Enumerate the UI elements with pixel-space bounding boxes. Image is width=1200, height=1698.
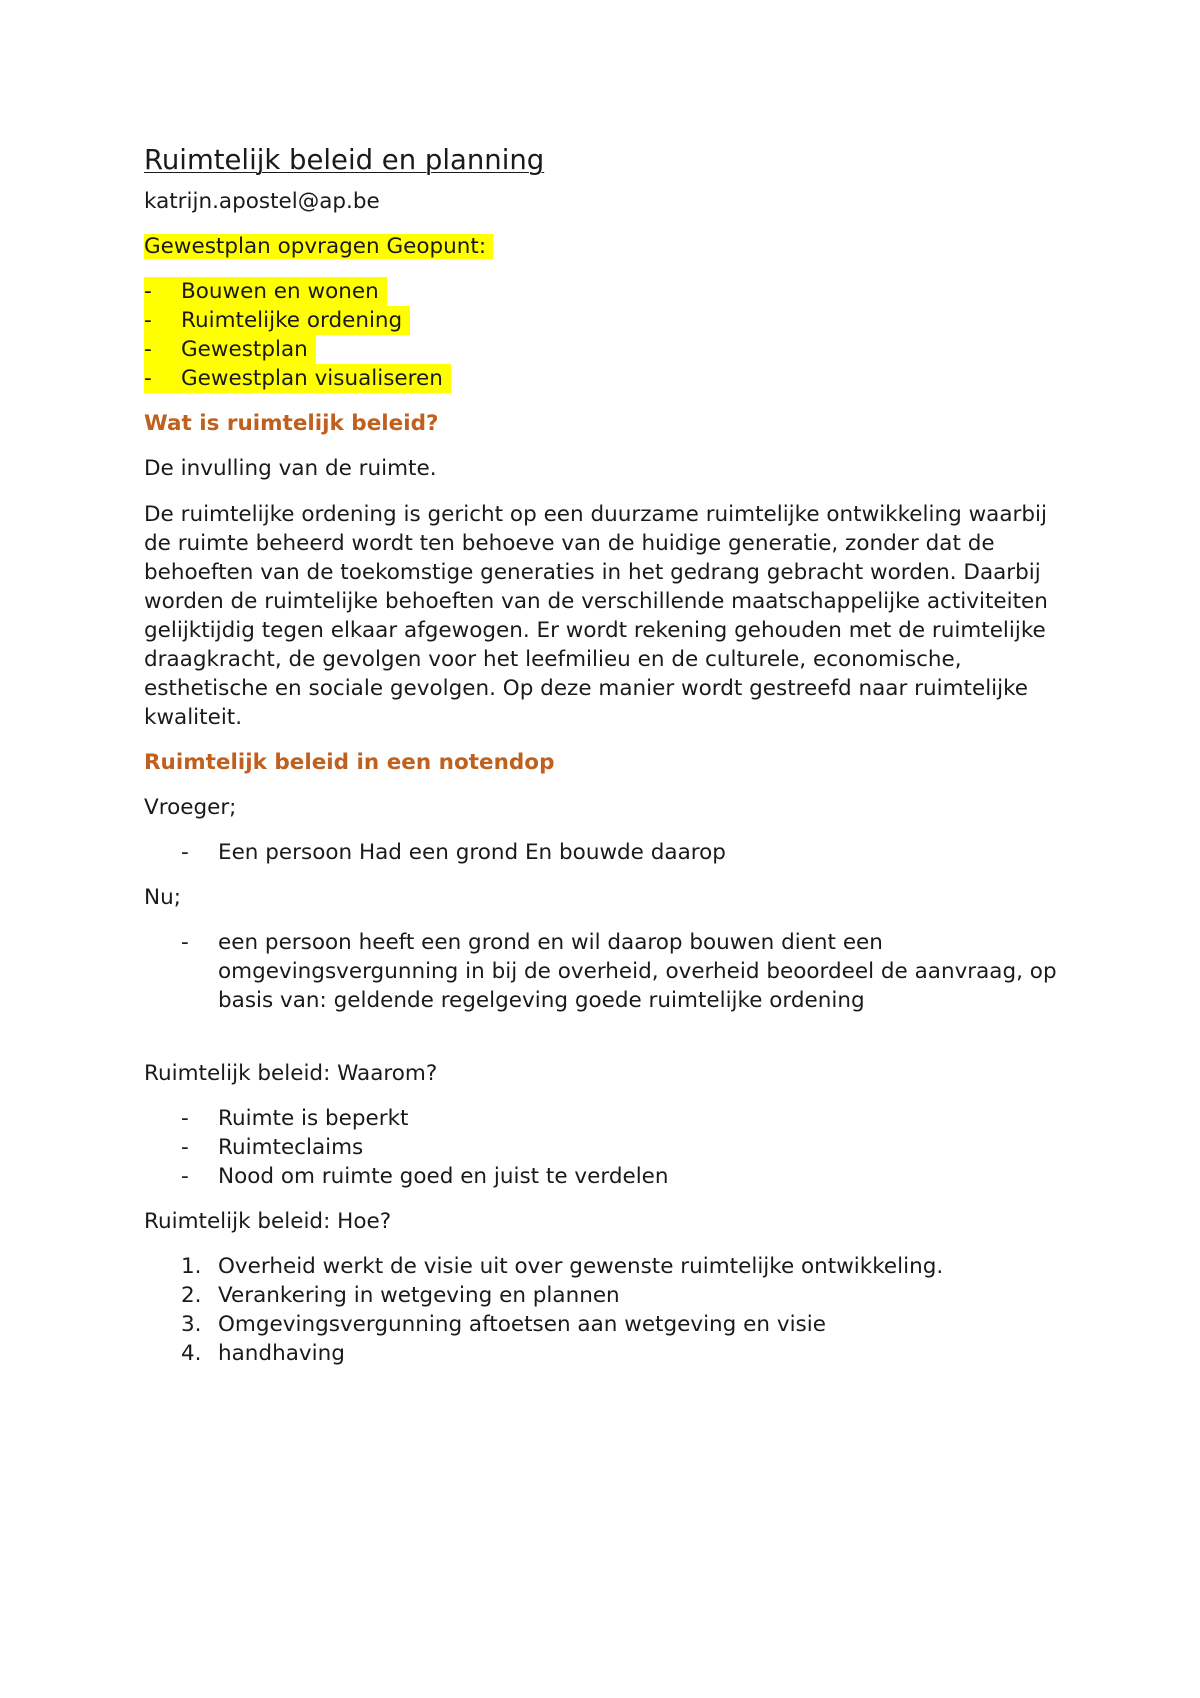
section-heading-what: Wat is ruimtelijk beleid? (144, 411, 439, 436)
list-item: - Gewestplan visualiseren (144, 364, 1074, 393)
list-item: - een persoon heeft een grond en wil daarop bouwen dient een omgevingsvergunning in bij de overheid, overheid beoordeel de aanvraag, op basis van: geldende regelgeving goede ruimtelijke ordening (181, 930, 1057, 1013)
section-paragraph: De ruimtelijke ordening is gericht op een duurzame ruimtelijke ontwikkeling waarbij de ruimte beheerd wordt ten behoeve van de huidige generatie, zonder dat de behoeften van de toekomstige generaties in het gedrang gebracht worden. Daarbij worden de ruimtelijke behoeften van de verschillende maatschappelijke activiteiten gelijktijdig tegen elkaar afgewogen. Er wordt rekening gehouden met de ruimtelijke draagkracht, de gevolgen voor het leefmilieu en de culturele, economische, esthetische en sociale gevolgen. Op deze manier wordt gestreefd naar ruimtelijke kwaliteit. (144, 502, 1048, 730)
how-list (144, 1252, 1074, 1368)
list-item: 1. Overheid werkt de visie uit over gewenste ruimtelijke ontwikkeling. (181, 1254, 944, 1279)
document-title: Ruimtelijk beleid en planning (144, 144, 545, 176)
past-label: Vroeger; (144, 795, 237, 820)
list-item: - Een persoon Had een grond En bouwde daarop (181, 840, 726, 865)
past-list (144, 838, 1074, 867)
list-item: - Gewestplan (144, 335, 1074, 364)
list-item: 4. handhaving (181, 1341, 345, 1366)
list-item: - Ruimteclaims (181, 1135, 364, 1160)
why-list (144, 1104, 1074, 1191)
how-label: Ruimtelijk beleid: Hoe? (144, 1209, 392, 1234)
geopunt-list (144, 277, 1074, 393)
list-item: - Ruimtelijke ordening (144, 306, 1074, 335)
section-heading-notendop: Ruimtelijk beleid in een notendop (144, 750, 555, 775)
email-address: katrijn.apostel@ap.be (144, 189, 380, 214)
geopunt-label: Gewestplan opvragen Geopunt: (144, 232, 1074, 261)
list-item: 2. Verankering in wetgeving en plannen (181, 1283, 620, 1308)
list-item: 3. Omgevingsvergunning aftoetsen aan wetgeving en visie (181, 1312, 826, 1337)
now-label: Nu; (144, 885, 181, 910)
document-content (144, 140, 1074, 1368)
now-list (144, 928, 1074, 1015)
list-item: - Ruimte is beperkt (181, 1106, 409, 1131)
section-intro: De invulling van de ruimte. (144, 456, 437, 481)
why-label: Ruimtelijk beleid: Waarom? (144, 1061, 438, 1086)
list-item: - Nood om ruimte goed en juist te verdelen (181, 1164, 669, 1189)
list-item: - Bouwen en wonen (144, 277, 1074, 306)
